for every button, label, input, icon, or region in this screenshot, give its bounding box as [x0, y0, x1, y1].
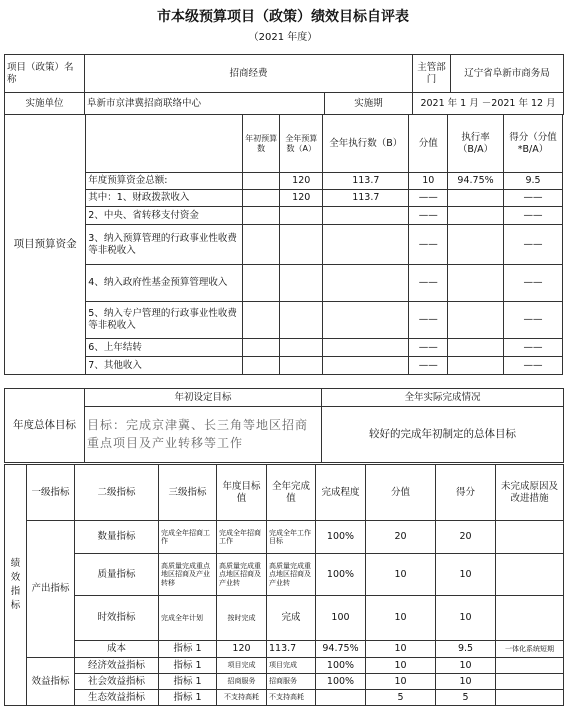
department-label: 主管部门 [413, 55, 451, 93]
cell [496, 658, 564, 674]
cell: 招商服务 [217, 674, 267, 690]
budget-section-label: 项目预算资金 [5, 115, 86, 375]
table-row [5, 173, 563, 190]
cell [448, 339, 504, 357]
cell [242, 302, 280, 339]
cell [280, 207, 323, 225]
period-value: 2021 年 1 月 －2021 年 12 月 [413, 93, 564, 115]
cell: 完成全年工作目标 [267, 521, 316, 554]
cell [323, 265, 409, 302]
performance-table [4, 464, 564, 706]
header-degree: 完成程度 [316, 465, 366, 521]
cell [280, 339, 323, 357]
cell: —— [409, 225, 448, 265]
header-annual-executed: 全年执行数（B） [323, 115, 409, 173]
cell: 10 [436, 658, 496, 674]
cell: —— [503, 339, 562, 357]
header-score: 分值 [366, 465, 436, 521]
cell [242, 190, 280, 207]
cell [323, 339, 409, 357]
cell [323, 225, 409, 265]
cell: 10 [436, 554, 496, 596]
row-label: 3、纳入预算管理的行政事业性收费等非税收入 [86, 225, 243, 265]
cell: 指标 1 [159, 658, 217, 674]
cell: 100% [316, 674, 366, 690]
cell [242, 207, 280, 225]
header-points: 得分 [436, 465, 496, 521]
table-row [5, 190, 563, 207]
unit-label: 实施单位 [5, 93, 85, 115]
cell: 指标 1 [159, 690, 217, 706]
table-row [5, 674, 564, 690]
cell [323, 302, 409, 339]
cell: 成本 [75, 641, 159, 658]
perf-side-label [5, 465, 27, 706]
cell [242, 225, 280, 265]
cell [242, 339, 280, 357]
table-row [5, 339, 563, 357]
cell: 100 [316, 596, 366, 641]
cell: 20 [436, 521, 496, 554]
cell: 按时完成 [217, 596, 267, 641]
cell: 10 [366, 596, 436, 641]
cell [448, 265, 504, 302]
cell: 不支持高耗 [267, 690, 316, 706]
unit-value: 阜新市京津冀招商联络中心 [85, 93, 325, 115]
header-actual: 全年完成值 [267, 465, 316, 521]
cell: 10 [366, 658, 436, 674]
cell: 100% [316, 521, 366, 554]
annual-goals-table [4, 388, 564, 463]
cell: 10 [366, 554, 436, 596]
cell [448, 225, 504, 265]
cell [323, 207, 409, 225]
period-label: 实施期 [325, 93, 413, 115]
actual-goal-text: 较好的完成年初制定的总体目标 [322, 407, 564, 463]
cell: 10 [409, 173, 448, 190]
cell: 完成全年招商工作 [159, 521, 217, 554]
cell: 113.7 [323, 190, 409, 207]
project-info-table [4, 54, 564, 115]
cell: —— [503, 357, 562, 375]
cell: 94.75% [448, 173, 504, 190]
cell: 94.75% [316, 641, 366, 658]
budget-table [4, 114, 563, 375]
row-label: 6、上年结转 [86, 339, 243, 357]
initial-goal-text: 目标：完成京津冀、长三角等地区招商重点项目及产业转移等工作 [85, 407, 322, 463]
cell: —— [409, 302, 448, 339]
cell: 高质量完成重点地区招商及产业转移 [159, 554, 217, 596]
cell: 项目完成 [267, 658, 316, 674]
cell: 113.7 [267, 641, 316, 658]
header-score: 分值 [409, 115, 448, 173]
row-label: 5、纳入专户管理的行政事业性收费等非税收入 [86, 302, 243, 339]
cell: —— [409, 207, 448, 225]
perf-side-text: 绩效指标 [10, 557, 21, 612]
cell [242, 357, 280, 375]
cell: 20 [366, 521, 436, 554]
cell: 高质量完成重点地区招商及产业转 [267, 554, 316, 596]
cell [496, 690, 564, 706]
cell: 10 [436, 674, 496, 690]
cell [242, 265, 280, 302]
cell: 一体化系统短期 [496, 641, 564, 658]
cell: —— [409, 339, 448, 357]
cell [496, 521, 564, 554]
cell [280, 357, 323, 375]
goals-section-label: 年度总体目标 [5, 389, 85, 463]
cell: 9.5 [503, 173, 562, 190]
row-label: 4、纳入政府性基金预算管理收入 [86, 265, 243, 302]
cell [316, 690, 366, 706]
cell: 数量指标 [75, 521, 159, 554]
cell: —— [503, 225, 562, 265]
cell: 9.5 [436, 641, 496, 658]
cell: 项目完成 [217, 658, 267, 674]
form-title: 市本级预算项目（政策）绩效目标自评表 [157, 9, 409, 25]
cell [448, 190, 504, 207]
cell: 生态效益指标 [75, 690, 159, 706]
cell: 120 [217, 641, 267, 658]
cell: —— [503, 190, 562, 207]
actual-goal-header: 全年实际完成情况 [322, 389, 564, 407]
cell: 招商服务 [267, 674, 316, 690]
cell: 5 [436, 690, 496, 706]
cell: 社会效益指标 [75, 674, 159, 690]
cell: —— [409, 190, 448, 207]
cell: —— [503, 302, 562, 339]
cell: 10 [366, 674, 436, 690]
table-row [5, 554, 564, 596]
project-name-value: 招商经费 [85, 55, 413, 93]
cell [496, 554, 564, 596]
table-row [5, 658, 564, 674]
cell: 完成全年计划 [159, 596, 217, 641]
cell: 指标 1 [159, 641, 217, 658]
cell: 质量指标 [75, 554, 159, 596]
cell: 100% [316, 554, 366, 596]
cell: 10 [436, 596, 496, 641]
cell [496, 674, 564, 690]
table-row [5, 225, 563, 265]
cell: —— [409, 265, 448, 302]
project-name-label: 项目（政策）名称 [5, 55, 85, 93]
cell: 120 [280, 190, 323, 207]
cell: 指标 1 [159, 674, 217, 690]
header-exec-rate: 执行率（B/A） [448, 115, 504, 173]
cell: —— [503, 207, 562, 225]
cell: 经济效益指标 [75, 658, 159, 674]
initial-goal-header: 年初设定目标 [85, 389, 322, 407]
cell [448, 357, 504, 375]
cell: 10 [366, 641, 436, 658]
department-value: 辽宁省阜新市商务局 [451, 55, 564, 93]
output-indicator-label: 产出指标 [27, 521, 75, 658]
cell [496, 596, 564, 641]
cell: —— [409, 357, 448, 375]
cell [280, 302, 323, 339]
row-label: 7、其他收入 [86, 357, 243, 375]
header-level1: 一级指标 [27, 465, 75, 521]
cell: 100% [316, 658, 366, 674]
header-initial-budget: 年初预算数 [242, 115, 280, 173]
cell [242, 173, 280, 190]
cell [323, 357, 409, 375]
table-row [5, 265, 563, 302]
table-row [5, 302, 563, 339]
table-row [5, 641, 564, 658]
table-row [5, 521, 564, 554]
header-level3: 三级指标 [159, 465, 217, 521]
table-row [5, 357, 563, 375]
cell [448, 302, 504, 339]
form-year: （2021 年度） [248, 32, 318, 43]
cell: 高质量完成重点地区招商及产业转 [217, 554, 267, 596]
cell: 完成全年招商工作 [217, 521, 267, 554]
cell: 5 [366, 690, 436, 706]
cell: 113.7 [323, 173, 409, 190]
row-label: 年度预算资金总额: [86, 173, 243, 190]
cell: 不支持高耗 [217, 690, 267, 706]
table-row [5, 596, 564, 641]
cell [448, 207, 504, 225]
cell: 完成 [267, 596, 316, 641]
row-label: 其中：1、财政拨款收入 [86, 190, 243, 207]
table-row [5, 207, 563, 225]
benefit-indicator-label: 效益指标 [27, 658, 75, 706]
cell: 时效指标 [75, 596, 159, 641]
table-row [5, 690, 564, 706]
cell: —— [503, 265, 562, 302]
header-level2: 二级指标 [75, 465, 159, 521]
cell: 120 [280, 173, 323, 190]
header-target: 年度目标值 [217, 465, 267, 521]
header-points: 得分（分值*B/A） [503, 115, 562, 173]
cell [280, 265, 323, 302]
row-label: 2、中央、省转移支付资金 [86, 207, 243, 225]
header-annual-budget: 全年预算数（A） [280, 115, 323, 173]
cell [280, 225, 323, 265]
header-reason: 未完成原因及改进措施 [496, 465, 564, 521]
